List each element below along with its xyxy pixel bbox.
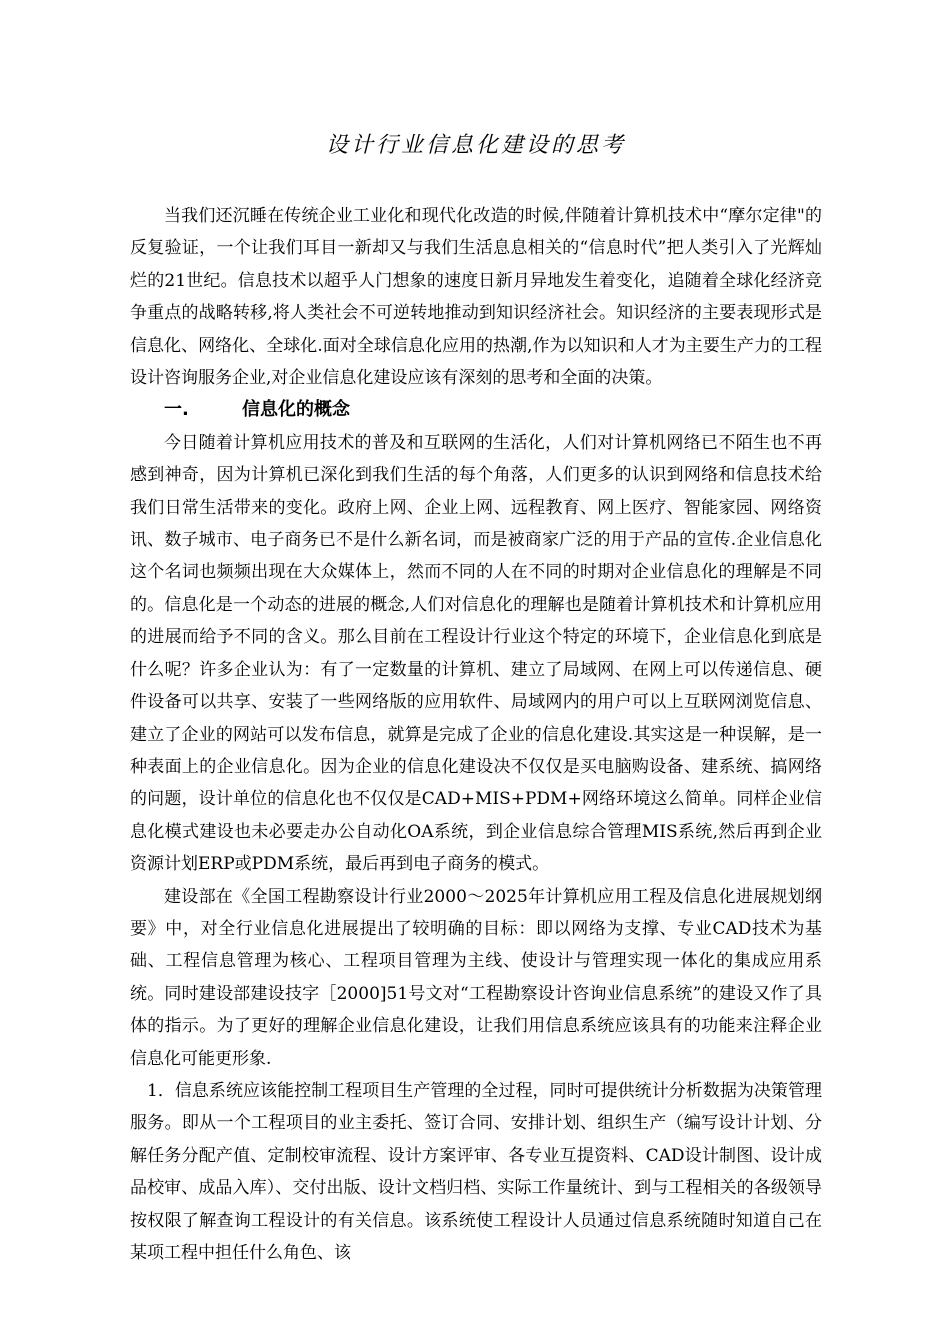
section-title: 信息化的概念 bbox=[242, 399, 350, 421]
section-number: 一. bbox=[164, 399, 189, 421]
list-item-paragraph: 1．信息系统应该能控制工程项目生产管理的全过程，同时可提供统计分析数据为决策管理服务。即从一个工程项目的业主委托、签订合同、安排计划、组织生产（编写设计计划、分解任务分配产值、定制校审流程、设计方案评审、各专业互提资料、CAD设计制图、设计成品校审、成品入库）、交付出版、设计文档归档、实际工作量统计、到与工程相关的各级领导按权限了解查询工程设计的有关信息。该系统使工程设计人员通过信息系统随时知道自己在某项工程中担任什么角色、该 bbox=[130, 1080, 822, 1263]
document-title: 设计行业信息化建设的思考 bbox=[325, 133, 626, 158]
body-paragraph: 今日随着计算机应用技术的普及和互联网的生活化，人们对计算机网络已不陌生也不再感到神奇，因为计算机已深化到我们生活的每个角落，人们更多的认识到网络和信息技术给我们日常生活带来的变化。政府上网、企业上网、远程教育、网上医疗、智能家园、网络资讯、数子城市、电子商务已不是什么新名词，而是被商家广泛的用于产品的宣传.企业信息化这个名词也频频出现在大众媒体上，然而不同的人在不同的时期对企业信息化的理解是不同的。信息化是一个动态的进展的概念,人们对信息化的理解也是随着计算机技术和计算机应用的进展而给予不同的含义。那么目前在工程设计行业这个特定的环境下，企业信息化到底是什么呢？许多企业认为：有了一定数量的计算机、建立了局域网、在网上可以传递信息、硬件设备可以共享、安装了一些网络版的应用软件、局域网内的用户可以上互联网浏览信息、建立了企业的网站可以发布信息，就算是完成了企业的信息化建设.其实这是一种误解，是一种表面上的企业信息化。因为企业的信息化建设决不仅仅是买电脑购设备、建系统、搞网络的问题，设计单位的信息化也不仅仅是CAD+MIS+PDM+网络环境这么简单。同样企业信息化模式建设也未必要走办公自动化OA系统，到企业信息综合管理MIS系统,然后再到企业资源计划ERP或PDM系统，最后再到电子商务的模式。 bbox=[130, 432, 822, 875]
body-paragraph: 建设部在《全国工程勘察设计行业2000～2025年计算机应用工程及信息化进展规划纲要》中，对全行业信息化进展提出了较明确的目标：即以网络为支撑、专业CAD技术为基础、工程信息管理为核心、工程项目管理为主线、使设计与管理实现一体化的集成应用系统。同时建设部建设技字［2000]51号文对“工程勘察设计咨询业信息系统”的建设又作了具体的指示。为了更好的理解企业信息化建设，让我们用信息系统应该具有的功能来注释企业信息化可能更形象. bbox=[130, 886, 822, 1069]
document-body bbox=[130, 200, 822, 1269]
intro-paragraph: 当我们还沉睡在传统企业工业化和现代化改造的时候,伴随着计算机技术中“摩尔定律"的反复验证，一个让我们耳目一新却又与我们生活息息相关的“信息时代”把人类引入了光辉灿烂的21世纪。信息技术以超乎人门想象的速度日新月异地发生着变化，追随着全球化经济竞争重点的战略转移,将人类社会不可逆转地推动到知识经济社会。知识经济的主要表现形式是信息化、网络化、全球化.面对全球信息化应用的热潮,作为以知识和人才为主要生产力的工程设计咨询服务企业,对企业信息化建设应该有深刻的思考和全面的决策。 bbox=[130, 206, 822, 389]
section-heading bbox=[130, 394, 822, 426]
